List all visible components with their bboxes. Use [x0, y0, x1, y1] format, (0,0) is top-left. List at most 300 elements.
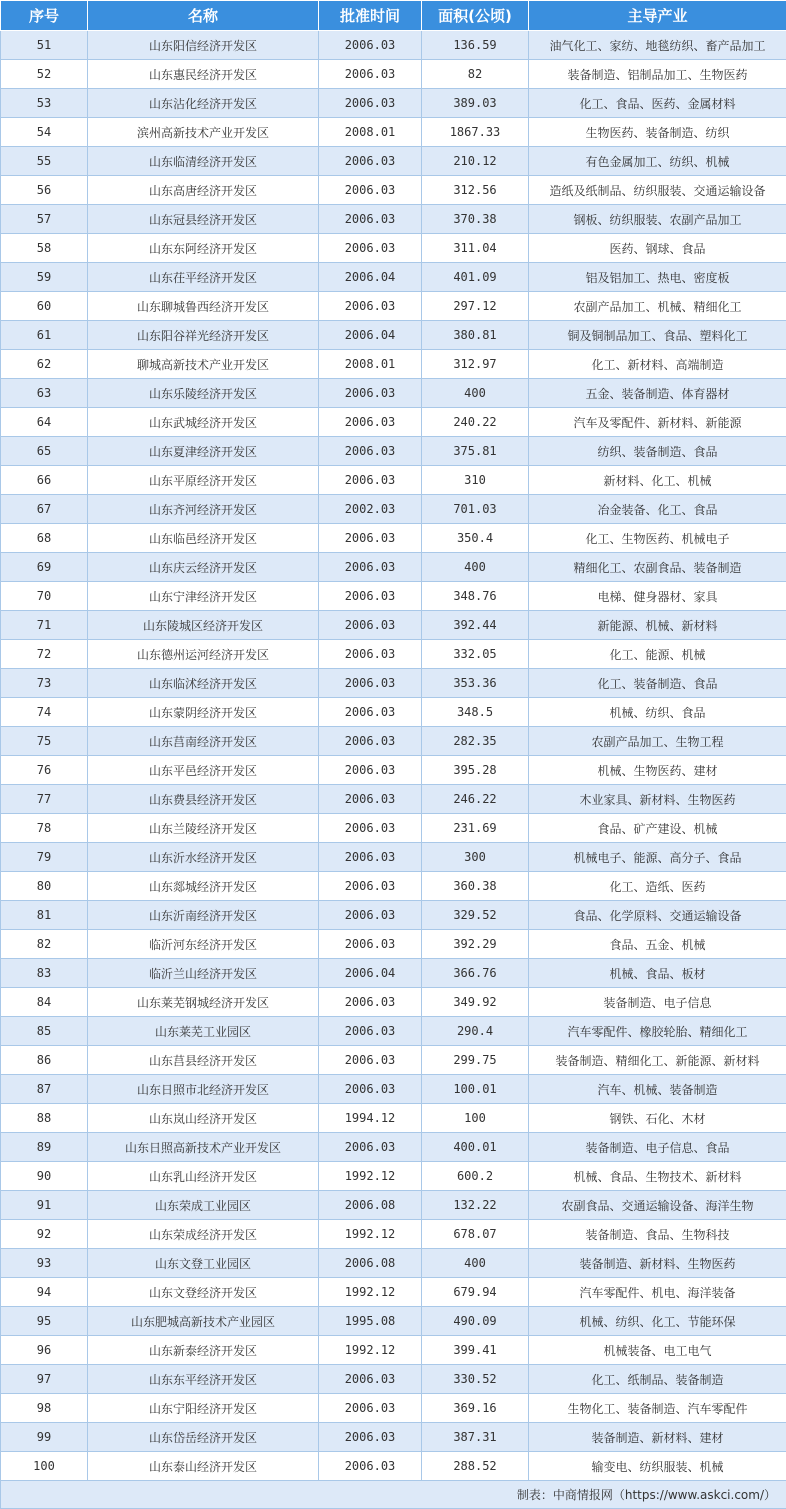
cell-area: 310 [422, 466, 529, 495]
source-credit: 制表：中商情报网（https://www.askci.com/） [516, 1488, 776, 1502]
cell-name: 山东茌平经济开发区 [88, 263, 319, 292]
cell-area: 300 [422, 843, 529, 872]
table-row [1, 524, 786, 553]
table-row [1, 1336, 786, 1365]
table-row [1, 466, 786, 495]
cell-index: 78 [1, 814, 88, 843]
cell-approval-date: 2006.03 [319, 727, 422, 756]
cell-name: 山东夏津经济开发区 [88, 437, 319, 466]
cell-leading-industry: 装备制造、精细化工、新能源、新材料 [529, 1046, 786, 1075]
table-row [1, 1307, 786, 1336]
cell-area: 375.81 [422, 437, 529, 466]
cell-index: 83 [1, 959, 88, 988]
cell-area: 678.07 [422, 1220, 529, 1249]
cell-name: 山东阳谷祥光经济开发区 [88, 321, 319, 350]
cell-name: 山东临沭经济开发区 [88, 669, 319, 698]
cell-area: 290.4 [422, 1017, 529, 1046]
table-row [1, 959, 786, 988]
cell-leading-industry: 五金、装备制造、体育器材 [529, 379, 786, 408]
table-row [1, 553, 786, 582]
cell-index: 68 [1, 524, 88, 553]
cell-name: 山东乐陵经济开发区 [88, 379, 319, 408]
table-row [1, 1423, 786, 1452]
cell-area: 380.81 [422, 321, 529, 350]
cell-approval-date: 2006.03 [319, 524, 422, 553]
cell-name: 山东临邑经济开发区 [88, 524, 319, 553]
cell-area: 387.31 [422, 1423, 529, 1452]
cell-leading-industry: 纺织、装备制造、食品 [529, 437, 786, 466]
cell-area: 348.76 [422, 582, 529, 611]
table-row [1, 872, 786, 901]
cell-index: 63 [1, 379, 88, 408]
cell-leading-industry: 化工、生物医药、机械电子 [529, 524, 786, 553]
cell-area: 360.38 [422, 872, 529, 901]
cell-leading-industry: 装备制造、电子信息、食品 [529, 1133, 786, 1162]
cell-leading-industry: 电梯、健身器材、家具 [529, 582, 786, 611]
cell-leading-industry: 农副产品加工、生物工程 [529, 727, 786, 756]
cell-name: 山东岚山经济开发区 [88, 1104, 319, 1133]
cell-leading-industry: 钢板、纺织服装、农副产品加工 [529, 205, 786, 234]
table-row [1, 611, 786, 640]
cell-index: 96 [1, 1336, 88, 1365]
cell-index: 61 [1, 321, 88, 350]
cell-index: 88 [1, 1104, 88, 1133]
cell-approval-date: 2006.03 [319, 640, 422, 669]
cell-name: 山东德州运河经济开发区 [88, 640, 319, 669]
cell-approval-date: 2006.03 [319, 669, 422, 698]
cell-index: 84 [1, 988, 88, 1017]
table-row [1, 1249, 786, 1278]
cell-name: 山东新泰经济开发区 [88, 1336, 319, 1365]
cell-index: 72 [1, 640, 88, 669]
cell-name: 临沂河东经济开发区 [88, 930, 319, 959]
cell-approval-date: 2006.03 [319, 582, 422, 611]
cell-approval-date: 2006.03 [319, 379, 422, 408]
table-row [1, 1162, 786, 1191]
table-row [1, 408, 786, 437]
cell-name: 山东聊城鲁西经济开发区 [88, 292, 319, 321]
cell-leading-industry: 化工、新材料、高端制造 [529, 350, 786, 379]
cell-approval-date: 2006.03 [319, 176, 422, 205]
cell-leading-industry: 汽车及零配件、新材料、新能源 [529, 408, 786, 437]
cell-area: 312.56 [422, 176, 529, 205]
cell-leading-industry: 化工、装备制造、食品 [529, 669, 786, 698]
cell-name: 山东临清经济开发区 [88, 147, 319, 176]
table-row [1, 698, 786, 727]
cell-leading-industry: 铜及铜制品加工、食品、塑料化工 [529, 321, 786, 350]
cell-approval-date: 2006.03 [319, 1075, 422, 1104]
cell-area: 370.38 [422, 205, 529, 234]
table-row [1, 901, 786, 930]
cell-approval-date: 2006.03 [319, 234, 422, 263]
cell-area: 82 [422, 60, 529, 89]
cell-area: 288.52 [422, 1452, 529, 1481]
cell-name: 山东兰陵经济开发区 [88, 814, 319, 843]
cell-name: 山东荣成经济开发区 [88, 1220, 319, 1249]
cell-name: 山东日照市北经济开发区 [88, 1075, 319, 1104]
cell-approval-date: 2006.04 [319, 959, 422, 988]
cell-index: 52 [1, 60, 88, 89]
cell-name: 山东东平经济开发区 [88, 1365, 319, 1394]
cell-index: 79 [1, 843, 88, 872]
cell-leading-industry: 化工、造纸、医药 [529, 872, 786, 901]
header-index: 序号 [1, 1, 88, 31]
cell-approval-date: 1992.12 [319, 1220, 422, 1249]
cell-name: 山东沂水经济开发区 [88, 843, 319, 872]
cell-name: 山东东阿经济开发区 [88, 234, 319, 263]
cell-index: 100 [1, 1452, 88, 1481]
cell-leading-industry: 机械、食品、生物技术、新材料 [529, 1162, 786, 1191]
cell-approval-date: 2006.03 [319, 1365, 422, 1394]
cell-approval-date: 2008.01 [319, 118, 422, 147]
cell-name: 山东平邑经济开发区 [88, 756, 319, 785]
cell-name: 山东乳山经济开发区 [88, 1162, 319, 1191]
cell-approval-date: 1992.12 [319, 1162, 422, 1191]
cell-area: 389.03 [422, 89, 529, 118]
cell-name: 山东惠民经济开发区 [88, 60, 319, 89]
cell-area: 392.44 [422, 611, 529, 640]
table-row [1, 582, 786, 611]
cell-leading-industry: 造纸及纸制品、纺织服装、交通运输设备 [529, 176, 786, 205]
cell-approval-date: 2006.08 [319, 1249, 422, 1278]
cell-name: 山东武城经济开发区 [88, 408, 319, 437]
cell-name: 滨州高新技术产业开发区 [88, 118, 319, 147]
cell-approval-date: 2006.03 [319, 756, 422, 785]
cell-leading-industry: 精细化工、农副食品、装备制造 [529, 553, 786, 582]
cell-area: 330.52 [422, 1365, 529, 1394]
cell-approval-date: 2006.03 [319, 31, 422, 60]
cell-area: 312.97 [422, 350, 529, 379]
table-row [1, 1278, 786, 1307]
cell-name: 山东沾化经济开发区 [88, 89, 319, 118]
cell-name: 山东文登工业园区 [88, 1249, 319, 1278]
cell-area: 679.94 [422, 1278, 529, 1307]
table-row [1, 756, 786, 785]
cell-area: 399.41 [422, 1336, 529, 1365]
table-row [1, 930, 786, 959]
cell-area: 490.09 [422, 1307, 529, 1336]
cell-leading-industry: 农副食品、交通运输设备、海洋生物 [529, 1191, 786, 1220]
cell-area: 400 [422, 553, 529, 582]
cell-area: 1867.33 [422, 118, 529, 147]
cell-leading-industry: 医药、钢球、食品 [529, 234, 786, 263]
cell-leading-industry: 机械电子、能源、高分子、食品 [529, 843, 786, 872]
cell-approval-date: 2006.03 [319, 147, 422, 176]
cell-approval-date: 2006.03 [319, 1452, 422, 1481]
header-name: 名称 [88, 1, 319, 31]
cell-index: 91 [1, 1191, 88, 1220]
cell-approval-date: 1992.12 [319, 1278, 422, 1307]
cell-name: 山东费县经济开发区 [88, 785, 319, 814]
cell-index: 60 [1, 292, 88, 321]
cell-name: 山东宁阳经济开发区 [88, 1394, 319, 1423]
cell-area: 349.92 [422, 988, 529, 1017]
cell-leading-industry: 输变电、纺织服装、机械 [529, 1452, 786, 1481]
cell-index: 82 [1, 930, 88, 959]
cell-name: 山东岱岳经济开发区 [88, 1423, 319, 1452]
cell-area: 701.03 [422, 495, 529, 524]
table-footer [1, 1481, 786, 1509]
cell-name: 山东陵城区经济开发区 [88, 611, 319, 640]
cell-leading-industry: 农副产品加工、机械、精细化工 [529, 292, 786, 321]
cell-leading-industry: 装备制造、新材料、生物医药 [529, 1249, 786, 1278]
cell-area: 400.01 [422, 1133, 529, 1162]
cell-approval-date: 1992.12 [319, 1336, 422, 1365]
cell-index: 86 [1, 1046, 88, 1075]
table-row [1, 669, 786, 698]
cell-approval-date: 2002.03 [319, 495, 422, 524]
cell-area: 136.59 [422, 31, 529, 60]
cell-area: 392.29 [422, 930, 529, 959]
table-row [1, 147, 786, 176]
cell-approval-date: 2006.03 [319, 930, 422, 959]
cell-leading-industry: 汽车零配件、机电、海洋装备 [529, 1278, 786, 1307]
cell-area: 329.52 [422, 901, 529, 930]
cell-leading-industry: 装备制造、电子信息 [529, 988, 786, 1017]
cell-area: 210.12 [422, 147, 529, 176]
cell-leading-industry: 化工、纸制品、装备制造 [529, 1365, 786, 1394]
cell-name: 山东郯城经济开发区 [88, 872, 319, 901]
table-row [1, 176, 786, 205]
cell-leading-industry: 新材料、化工、机械 [529, 466, 786, 495]
cell-name: 山东宁津经济开发区 [88, 582, 319, 611]
cell-approval-date: 2006.03 [319, 988, 422, 1017]
cell-index: 97 [1, 1365, 88, 1394]
cell-approval-date: 2006.04 [319, 321, 422, 350]
cell-approval-date: 2006.03 [319, 1017, 422, 1046]
cell-area: 353.36 [422, 669, 529, 698]
cell-leading-industry: 化工、食品、医药、金属材料 [529, 89, 786, 118]
cell-leading-industry: 机械、纺织、食品 [529, 698, 786, 727]
cell-name: 山东沂南经济开发区 [88, 901, 319, 930]
cell-index: 94 [1, 1278, 88, 1307]
cell-index: 66 [1, 466, 88, 495]
cell-area: 297.12 [422, 292, 529, 321]
cell-approval-date: 2006.03 [319, 437, 422, 466]
cell-approval-date: 2006.04 [319, 263, 422, 292]
table-row [1, 234, 786, 263]
cell-name: 山东文登经济开发区 [88, 1278, 319, 1307]
table-row [1, 1394, 786, 1423]
cell-approval-date: 2006.03 [319, 1394, 422, 1423]
cell-index: 74 [1, 698, 88, 727]
cell-area: 395.28 [422, 756, 529, 785]
cell-area: 400 [422, 1249, 529, 1278]
cell-leading-industry: 铝及铝加工、热电、密度板 [529, 263, 786, 292]
cell-name: 山东冠县经济开发区 [88, 205, 319, 234]
table-row [1, 988, 786, 1017]
table-row [1, 1075, 786, 1104]
table-row [1, 495, 786, 524]
table-row [1, 205, 786, 234]
cell-index: 95 [1, 1307, 88, 1336]
cell-approval-date: 2008.01 [319, 350, 422, 379]
cell-index: 81 [1, 901, 88, 930]
cell-area: 100 [422, 1104, 529, 1133]
cell-index: 70 [1, 582, 88, 611]
cell-approval-date: 2006.03 [319, 408, 422, 437]
cell-approval-date: 2006.03 [319, 698, 422, 727]
table-row [1, 785, 786, 814]
cell-index: 62 [1, 350, 88, 379]
cell-index: 71 [1, 611, 88, 640]
table-row [1, 89, 786, 118]
cell-leading-industry: 化工、能源、机械 [529, 640, 786, 669]
cell-leading-industry: 装备制造、食品、生物科技 [529, 1220, 786, 1249]
table-body [1, 31, 786, 1481]
cell-approval-date: 2006.03 [319, 785, 422, 814]
cell-approval-date: 2006.03 [319, 611, 422, 640]
cell-approval-date: 2006.03 [319, 843, 422, 872]
cell-approval-date: 2006.03 [319, 292, 422, 321]
cell-leading-industry: 有色金属加工、纺织、机械 [529, 147, 786, 176]
cell-name: 山东平原经济开发区 [88, 466, 319, 495]
cell-area: 369.16 [422, 1394, 529, 1423]
cell-index: 67 [1, 495, 88, 524]
cell-approval-date: 1994.12 [319, 1104, 422, 1133]
cell-approval-date: 2006.03 [319, 1423, 422, 1452]
cell-index: 56 [1, 176, 88, 205]
table-row [1, 263, 786, 292]
cell-name: 山东莱芜钢城经济开发区 [88, 988, 319, 1017]
cell-index: 75 [1, 727, 88, 756]
cell-name: 山东莒县经济开发区 [88, 1046, 319, 1075]
cell-leading-industry: 装备制造、铝制品加工、生物医药 [529, 60, 786, 89]
cell-area: 332.05 [422, 640, 529, 669]
cell-leading-industry: 冶金装备、化工、食品 [529, 495, 786, 524]
cell-index: 89 [1, 1133, 88, 1162]
cell-name: 山东莒南经济开发区 [88, 727, 319, 756]
cell-approval-date: 2006.03 [319, 89, 422, 118]
table-row [1, 379, 786, 408]
table-row [1, 814, 786, 843]
cell-leading-industry: 汽车、机械、装备制造 [529, 1075, 786, 1104]
cell-leading-industry: 机械装备、电工电气 [529, 1336, 786, 1365]
cell-index: 76 [1, 756, 88, 785]
cell-leading-industry: 食品、矿产建设、机械 [529, 814, 786, 843]
table-row [1, 727, 786, 756]
cell-approval-date: 2006.03 [319, 814, 422, 843]
table-row [1, 1191, 786, 1220]
cell-approval-date: 2006.08 [319, 1191, 422, 1220]
cell-leading-industry: 木业家具、新材料、生物医药 [529, 785, 786, 814]
cell-leading-industry: 钢铁、石化、木材 [529, 1104, 786, 1133]
cell-area: 600.2 [422, 1162, 529, 1191]
table-row [1, 640, 786, 669]
cell-leading-industry: 新能源、机械、新材料 [529, 611, 786, 640]
table-row [1, 437, 786, 466]
cell-leading-industry: 油气化工、家纺、地毯纺织、畜产品加工 [529, 31, 786, 60]
cell-leading-industry: 生物化工、装备制造、汽车零配件 [529, 1394, 786, 1423]
table-row [1, 118, 786, 147]
cell-leading-industry: 装备制造、新材料、建材 [529, 1423, 786, 1452]
cell-area: 246.22 [422, 785, 529, 814]
header-area: 面积(公顷) [422, 1, 529, 31]
cell-index: 58 [1, 234, 88, 263]
cell-name: 山东高唐经济开发区 [88, 176, 319, 205]
table-header-row [1, 1, 786, 31]
cell-leading-industry: 机械、食品、板材 [529, 959, 786, 988]
cell-area: 400 [422, 379, 529, 408]
cell-approval-date: 2006.03 [319, 205, 422, 234]
cell-name: 山东肥城高新技术产业园区 [88, 1307, 319, 1336]
cell-name: 山东齐河经济开发区 [88, 495, 319, 524]
cell-leading-industry: 汽车零配件、橡胶轮胎、精细化工 [529, 1017, 786, 1046]
cell-area: 231.69 [422, 814, 529, 843]
cell-name: 聊城高新技术产业开发区 [88, 350, 319, 379]
cell-index: 80 [1, 872, 88, 901]
header-approval-date: 批准时间 [319, 1, 422, 31]
cell-approval-date: 2006.03 [319, 872, 422, 901]
cell-leading-industry: 食品、五金、机械 [529, 930, 786, 959]
cell-name: 山东泰山经济开发区 [88, 1452, 319, 1481]
cell-area: 350.4 [422, 524, 529, 553]
cell-name: 山东日照高新技术产业开发区 [88, 1133, 319, 1162]
table-row [1, 1046, 786, 1075]
cell-area: 348.5 [422, 698, 529, 727]
table-row [1, 1365, 786, 1394]
table-row [1, 292, 786, 321]
cell-approval-date: 2006.03 [319, 1133, 422, 1162]
table-row [1, 321, 786, 350]
cell-index: 85 [1, 1017, 88, 1046]
table-row [1, 1452, 786, 1481]
header-leading-industry: 主导产业 [529, 1, 786, 31]
cell-approval-date: 2006.03 [319, 60, 422, 89]
cell-index: 57 [1, 205, 88, 234]
cell-area: 132.22 [422, 1191, 529, 1220]
table-row [1, 1104, 786, 1133]
cell-index: 73 [1, 669, 88, 698]
table-row [1, 350, 786, 379]
cell-area: 240.22 [422, 408, 529, 437]
cell-name: 山东庆云经济开发区 [88, 553, 319, 582]
cell-index: 69 [1, 553, 88, 582]
cell-name: 山东荣成工业园区 [88, 1191, 319, 1220]
table-row [1, 1017, 786, 1046]
cell-leading-industry: 生物医药、装备制造、纺织 [529, 118, 786, 147]
cell-name: 临沂兰山经济开发区 [88, 959, 319, 988]
cell-area: 282.35 [422, 727, 529, 756]
cell-area: 100.01 [422, 1075, 529, 1104]
cell-index: 53 [1, 89, 88, 118]
cell-leading-industry: 机械、生物医药、建材 [529, 756, 786, 785]
cell-approval-date: 1995.08 [319, 1307, 422, 1336]
cell-index: 59 [1, 263, 88, 292]
cell-name: 山东蒙阴经济开发区 [88, 698, 319, 727]
cell-leading-industry: 食品、化学原料、交通运输设备 [529, 901, 786, 930]
cell-name: 山东阳信经济开发区 [88, 31, 319, 60]
cell-approval-date: 2006.03 [319, 466, 422, 495]
table-row [1, 60, 786, 89]
cell-index: 98 [1, 1394, 88, 1423]
cell-index: 90 [1, 1162, 88, 1191]
cell-area: 299.75 [422, 1046, 529, 1075]
cell-index: 92 [1, 1220, 88, 1249]
table-footer-row [1, 1481, 786, 1509]
cell-leading-industry: 机械、纺织、化工、节能环保 [529, 1307, 786, 1336]
cell-index: 54 [1, 118, 88, 147]
cell-approval-date: 2006.03 [319, 901, 422, 930]
cell-index: 65 [1, 437, 88, 466]
cell-area: 401.09 [422, 263, 529, 292]
cell-index: 87 [1, 1075, 88, 1104]
cell-index: 64 [1, 408, 88, 437]
cell-name: 山东莱芜工业园区 [88, 1017, 319, 1046]
cell-approval-date: 2006.03 [319, 1046, 422, 1075]
cell-index: 99 [1, 1423, 88, 1452]
cell-area: 311.04 [422, 234, 529, 263]
